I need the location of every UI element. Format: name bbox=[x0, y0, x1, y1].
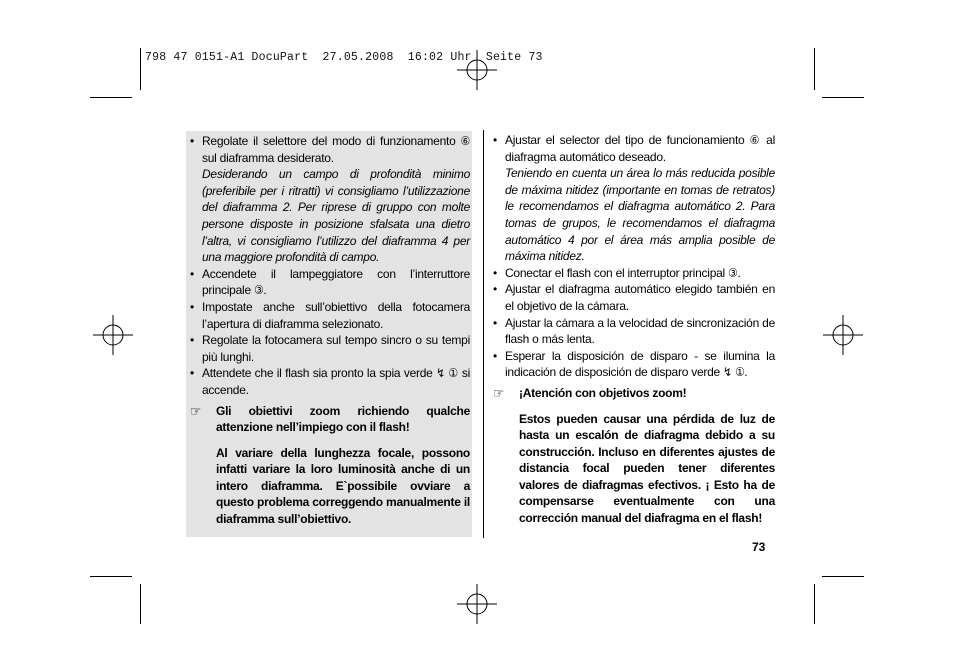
page-number: 73 bbox=[752, 540, 766, 554]
zoom-warning-note bbox=[190, 403, 470, 528]
note-body: Al variare della lunghezza focale, possono infatti variare la loro luminosità anche di un intero diaframma. E`possibile ovviare a questo problema correggendo manualmente il diaframma sull’obiettivo. bbox=[216, 445, 470, 527]
bullet: • bbox=[190, 266, 194, 281]
item-text: Ajustar la cámara a la velocidad de sincronización de flash o más lenta. bbox=[505, 315, 775, 347]
spanish-column bbox=[493, 132, 775, 527]
pointing-hand-icon: ☞ bbox=[190, 402, 202, 419]
crop-mark bbox=[140, 584, 141, 624]
item-text: Ajustar el selector del tipo de funcionamiento ⑥ al diafragma automático deseado. bbox=[505, 133, 775, 164]
list-item bbox=[493, 132, 775, 265]
item-text: Accendete il lampeggiatore con l’interruttore principale ③. bbox=[202, 266, 470, 298]
item-text: Ajustar el diafragma automático elegido también en el objetivo de la cámara. bbox=[505, 282, 775, 313]
item-text: Regolate il selettore del modo di funzionamento ⑥ sul diaframma desiderato. bbox=[202, 134, 470, 165]
list-item bbox=[190, 133, 470, 266]
bullet: • bbox=[493, 315, 497, 330]
list-item bbox=[493, 281, 775, 314]
bullet: • bbox=[190, 299, 194, 314]
crop-mark bbox=[822, 97, 864, 98]
list-item bbox=[190, 266, 470, 299]
bullet: • bbox=[493, 282, 497, 297]
item-text: Conectar el flash con el interruptor principal ③. bbox=[505, 265, 741, 280]
item-text: Esperar la disposición de disparo - se ilumina la indicación de disposición de disparo verde ↯ ①. bbox=[505, 348, 775, 380]
crop-mark bbox=[822, 576, 864, 577]
list-item bbox=[493, 315, 775, 348]
list-item bbox=[190, 365, 470, 398]
registration-mark-icon bbox=[457, 50, 497, 90]
list-item bbox=[190, 332, 470, 365]
italian-column bbox=[186, 131, 472, 537]
crop-mark bbox=[140, 48, 141, 90]
column-divider bbox=[483, 130, 484, 538]
bullet: • bbox=[190, 366, 194, 381]
note-title: ¡Atención con objetivos zoom! bbox=[519, 385, 687, 400]
list-item bbox=[493, 348, 775, 381]
item-text: Regolate la fotocamera sul tempo sincro o su tempi più lunghi. bbox=[202, 333, 470, 364]
note-body: Estos pueden causar una pérdida de luz de hasta un escalón de diafragma debido a su construcción. Incluso en diferentes ajustes de distancia focal pueden tener diferentes valores de diafragmas efectivos. ¡ Esto ha de compensarse eventualmente con una corrección manual del diafragma en el flash! bbox=[519, 411, 775, 526]
crop-mark bbox=[90, 576, 132, 577]
bullet: • bbox=[190, 333, 194, 348]
item-italic-text: Desiderando un campo di profondità minimo (preferibile per i ritratti) vi consigliamo l’utilizzazione del diaframma 2. Per riprese di gruppo con molte persone disposte in posizione sfalsata una dietro l’altra, vi consigliamo l’utilizzo del diaframma 4 per una maggiore profondità di campo. bbox=[202, 167, 470, 265]
crop-mark bbox=[814, 48, 815, 90]
print-slug: 798 47 0151-A1 DocuPart 27.05.2008 16:02 Uhr Seite 73 bbox=[145, 51, 543, 64]
registration-mark-icon bbox=[457, 584, 497, 624]
item-italic-text: Teniendo en cuenta un área lo más reducida posible de máxima nitidez (importante en tomas de retratos) le recomendamos el diafragma automático 2. Para tomas de grupos, le recomendamos el diafragma automático 4 por el área más amplia posible de máxima nitidez. bbox=[505, 166, 775, 264]
note-title: Gli obiettivi zoom richiendo qualche attenzione nell’impiego con il flash! bbox=[216, 403, 470, 435]
list-item bbox=[190, 299, 470, 332]
registration-mark-icon bbox=[823, 315, 863, 355]
registration-mark-icon bbox=[93, 315, 133, 355]
bullet: • bbox=[493, 133, 497, 147]
pointing-hand-icon: ☞ bbox=[493, 384, 505, 401]
list-item bbox=[493, 265, 775, 282]
bullet: • bbox=[493, 348, 497, 363]
zoom-warning-note bbox=[493, 385, 775, 527]
crop-mark bbox=[814, 584, 815, 624]
item-text: Impostate anche sull’obiettivo della fotocamera l’apertura di diaframma selezionato. bbox=[202, 299, 470, 331]
bullet: • bbox=[190, 134, 194, 148]
item-text: Attendete che il flash sia pronto la spia verde ↯ ① si accende. bbox=[202, 366, 470, 397]
bullet: • bbox=[493, 265, 497, 280]
crop-mark bbox=[90, 97, 132, 98]
